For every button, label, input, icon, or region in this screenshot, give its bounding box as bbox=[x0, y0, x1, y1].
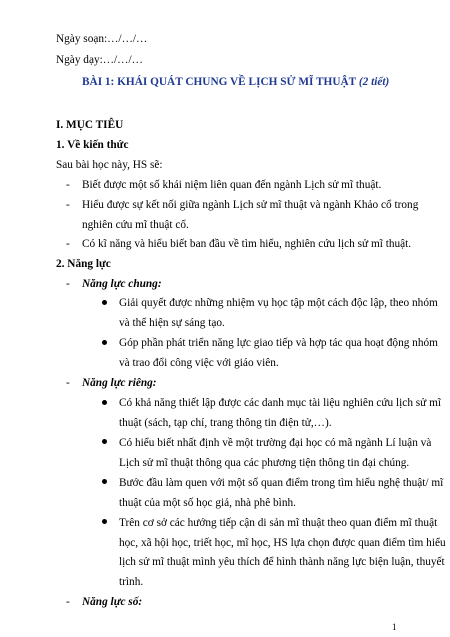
dash-bullet: - bbox=[66, 238, 70, 251]
specific-competence-line: thuật (sách, tạp chí, trang thông tin điện tử,…). bbox=[119, 416, 332, 429]
specific-competence-line: Bước đầu làm quen với một số quan điểm trong tìm hiểu nghệ thuật/ mĩ bbox=[119, 476, 444, 489]
round-bullet bbox=[102, 340, 107, 345]
general-competence-line: Góp phần phát triển năng lực giao tiếp và hợp tác qua hoạt động nhóm bbox=[119, 337, 438, 350]
round-bullet bbox=[102, 400, 107, 405]
dash-bullet: - bbox=[66, 377, 70, 390]
general-competence-line: Giải quyết được những nhiệm vụ học tập một cách độc lập, theo nhóm bbox=[119, 297, 438, 310]
dash-bullet: - bbox=[66, 596, 70, 609]
specific-competence-line: trình. bbox=[119, 576, 144, 589]
specific-competence-line: thuật của một số học giả, nhà phê bình. bbox=[119, 496, 296, 509]
dash-bullet: - bbox=[66, 278, 70, 291]
section-heading: I. MỤC TIÊU bbox=[56, 118, 124, 131]
page-number: 1 bbox=[392, 622, 397, 632]
dash-bullet: - bbox=[66, 178, 70, 191]
lesson-title-line bbox=[82, 75, 389, 89]
round-bullet bbox=[102, 300, 107, 305]
subsection-competence-heading: 2. Năng lực bbox=[56, 258, 111, 271]
specific-competence-line: Có hiểu biết nhất định về một trường đại học có mã ngành Lí luận và bbox=[119, 436, 432, 449]
general-competence-heading: Năng lực chung: bbox=[82, 278, 162, 291]
digital-competence-heading: Năng lực số: bbox=[82, 596, 143, 609]
subsection-knowledge-heading: 1. Về kiến thức bbox=[56, 138, 129, 151]
knowledge-item: Có kĩ năng và hiểu biết ban đầu về tìm hiểu, nghiên cứu lịch sử mĩ thuật. bbox=[82, 238, 412, 251]
round-bullet bbox=[102, 439, 107, 444]
knowledge-item: Biết được một số khái niệm liên quan đến ngành Lịch sử mĩ thuật. bbox=[82, 178, 382, 191]
knowledge-item-continued: nghiên cứu mĩ thuật cổ. bbox=[82, 218, 189, 231]
date-prepared: Ngày soạn:…/…/… bbox=[56, 32, 148, 45]
dash-bullet: - bbox=[66, 198, 70, 211]
knowledge-intro: Sau bài học này, HS sẽ: bbox=[56, 158, 163, 171]
date-taught: Ngày dạy:…/…/… bbox=[56, 53, 143, 66]
lesson-duration: (2 tiết) bbox=[358, 76, 390, 89]
round-bullet bbox=[102, 479, 107, 484]
general-competence-line: và thể hiện sự sáng tạo. bbox=[119, 317, 225, 330]
specific-competence-line: học, xã hội học, triết học, mĩ học, HS lựa chọn được quan điểm tìm hiểu bbox=[119, 536, 446, 549]
specific-competence-heading: Năng lực riêng: bbox=[82, 377, 157, 390]
round-bullet bbox=[102, 519, 107, 524]
general-competence-line: và trao đổi công việc với giáo viên. bbox=[119, 357, 279, 370]
specific-competence-line: Có khả năng thiết lập được các danh mục tài liệu nghiên cứu lịch sử mĩ bbox=[119, 397, 442, 409]
knowledge-item: Hiểu được sự kết nối giữa ngành Lịch sử mĩ thuật và ngành Khảo cổ trong bbox=[82, 198, 419, 211]
lesson-title: BÀI 1: KHÁI QUÁT CHUNG VỀ LỊCH SỬ MĨ THUẬT bbox=[82, 76, 356, 89]
specific-competence-line: Trên cơ sở các hướng tiếp cận di sản mĩ thuật theo quan điểm mĩ thuật bbox=[119, 516, 438, 529]
specific-competence-line: Lịch sử mĩ thuật thông qua các phương tiện thông tin đại chúng. bbox=[119, 456, 410, 469]
specific-competence-line: lịch sử mĩ thuật mình yêu thích để hình thành năng lực biện luận, thuyết bbox=[119, 556, 445, 569]
